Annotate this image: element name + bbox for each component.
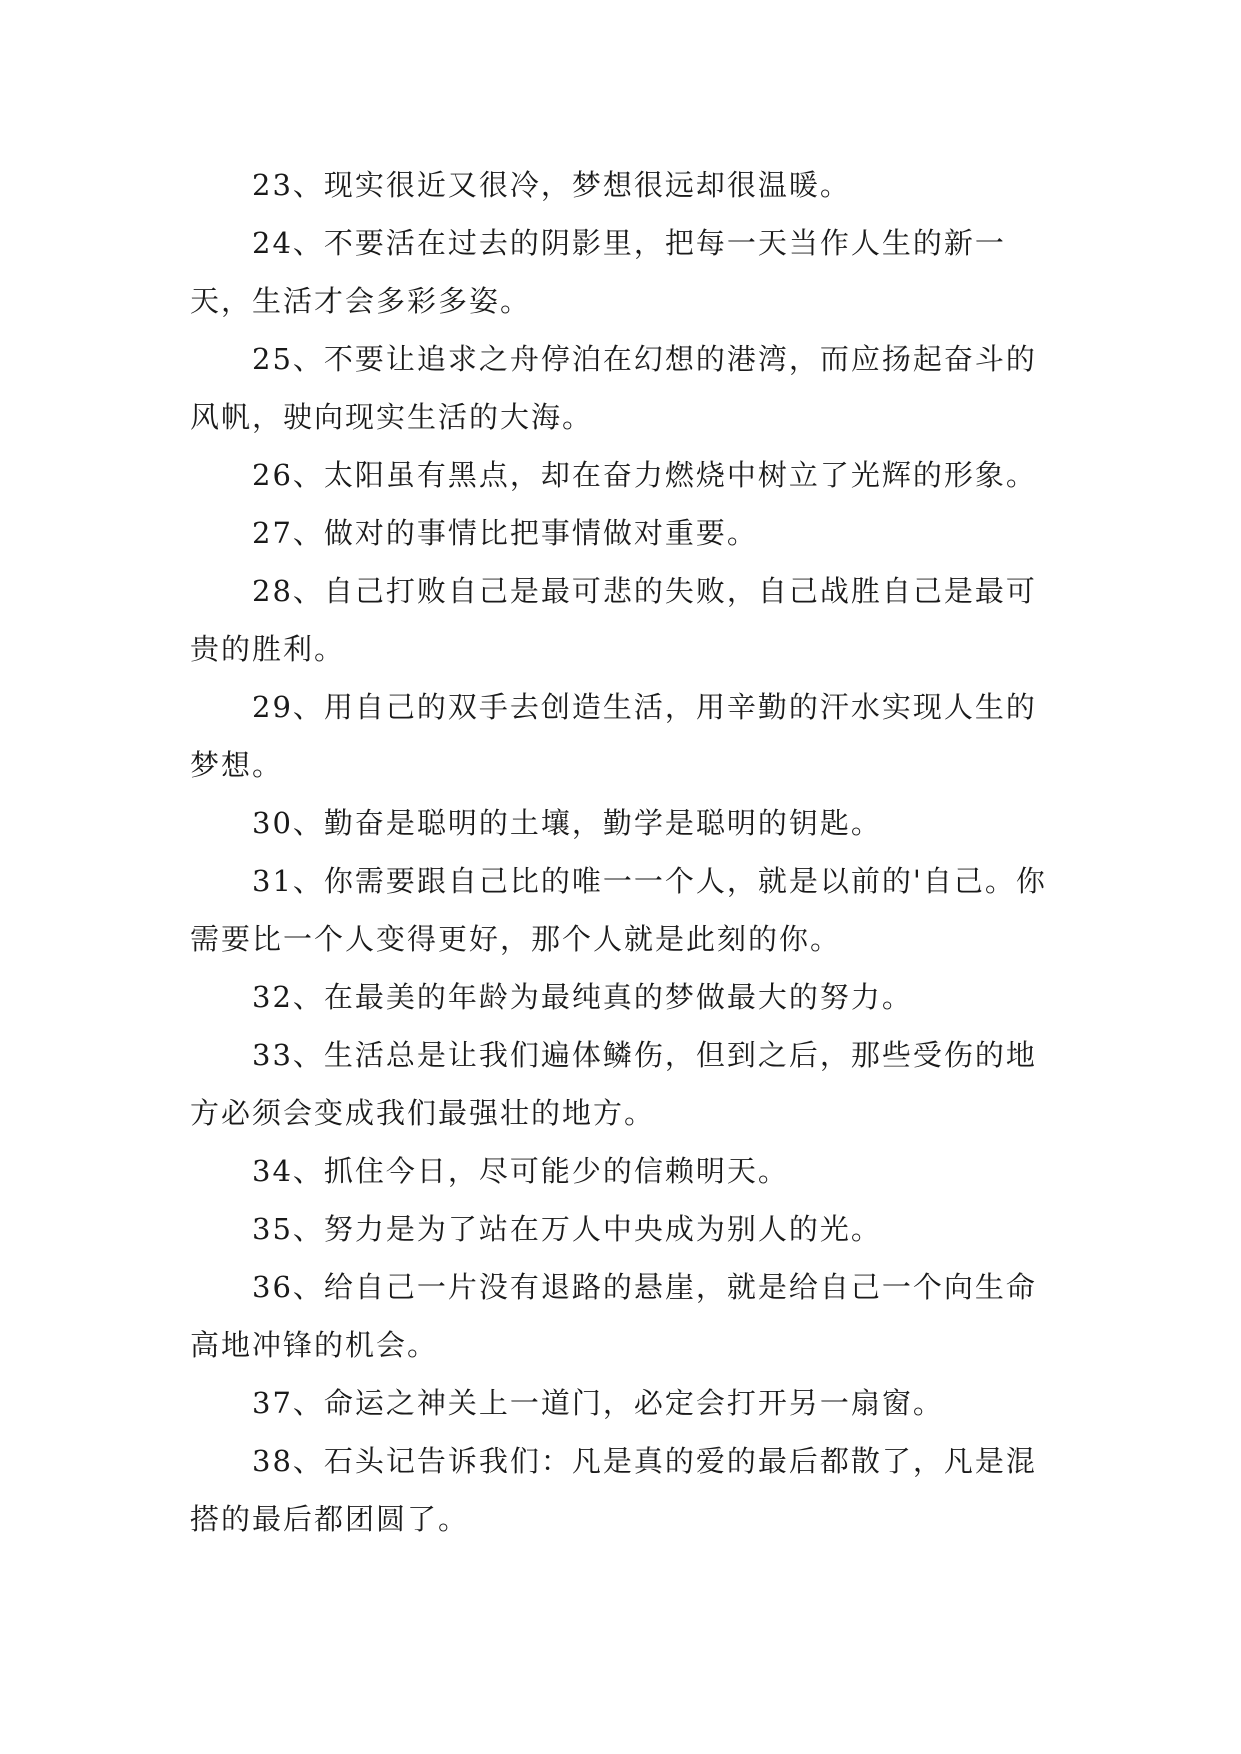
paragraph-32: 32、在最美的年龄为最纯真的梦做最大的努力。 [252,980,913,1014]
paragraph-26: 26、太阳虽有黑点，却在奋力燃烧中树立了光辉的形象。 [252,458,1037,492]
paragraph-37: 37、命运之神关上一道门，必定会打开另一扇窗。 [252,1386,944,1420]
paragraph-28: 28、自己打败自己是最可悲的失败，自己战胜自己是最可贵的胜利。 [190,574,1037,666]
paragraph-30: 30、勤奋是聪明的土壤，勤学是聪明的钥匙。 [252,806,882,840]
paragraph-29: 29、用自己的双手去创造生活，用辛勤的汗水实现人生的梦想。 [190,690,1037,782]
paragraph-24: 24、不要活在过去的阴影里，把每一天当作人生的新一天，生活才会多彩多姿。 [190,226,1006,318]
paragraph-27: 27、做对的事情比把事情做对重要。 [252,516,758,550]
paragraph-38: 38、石头记告诉我们：凡是真的爱的最后都散了，凡是混搭的最后都团圆了。 [190,1444,1037,1536]
paragraph-36: 36、给自己一片没有退路的悬崖，就是给自己一个向生命高地冲锋的机会。 [190,1270,1037,1362]
paragraph-34: 34、抓住今日，尽可能少的信赖明天。 [252,1154,789,1188]
paragraph-33: 33、生活总是让我们遍体鳞伤，但到之后，那些受伤的地方必须会变成我们最强壮的地方。 [190,1038,1037,1130]
paragraph-31: 31、你需要跟自己比的唯一一个人，就是以前的'自己。你需要比一个人变得更好，那个人就是此刻的你。 [190,864,1047,956]
paragraph-25: 25、不要让追求之舟停泊在幻想的港湾，而应扬起奋斗的风帆，驶向现实生活的大海。 [190,342,1037,434]
document-body [190,156,1060,1548]
paragraph-23: 23、现实很近又很冷，梦想很远却很温暖。 [252,168,851,202]
paragraph-35: 35、努力是为了站在万人中央成为别人的光。 [252,1212,882,1246]
